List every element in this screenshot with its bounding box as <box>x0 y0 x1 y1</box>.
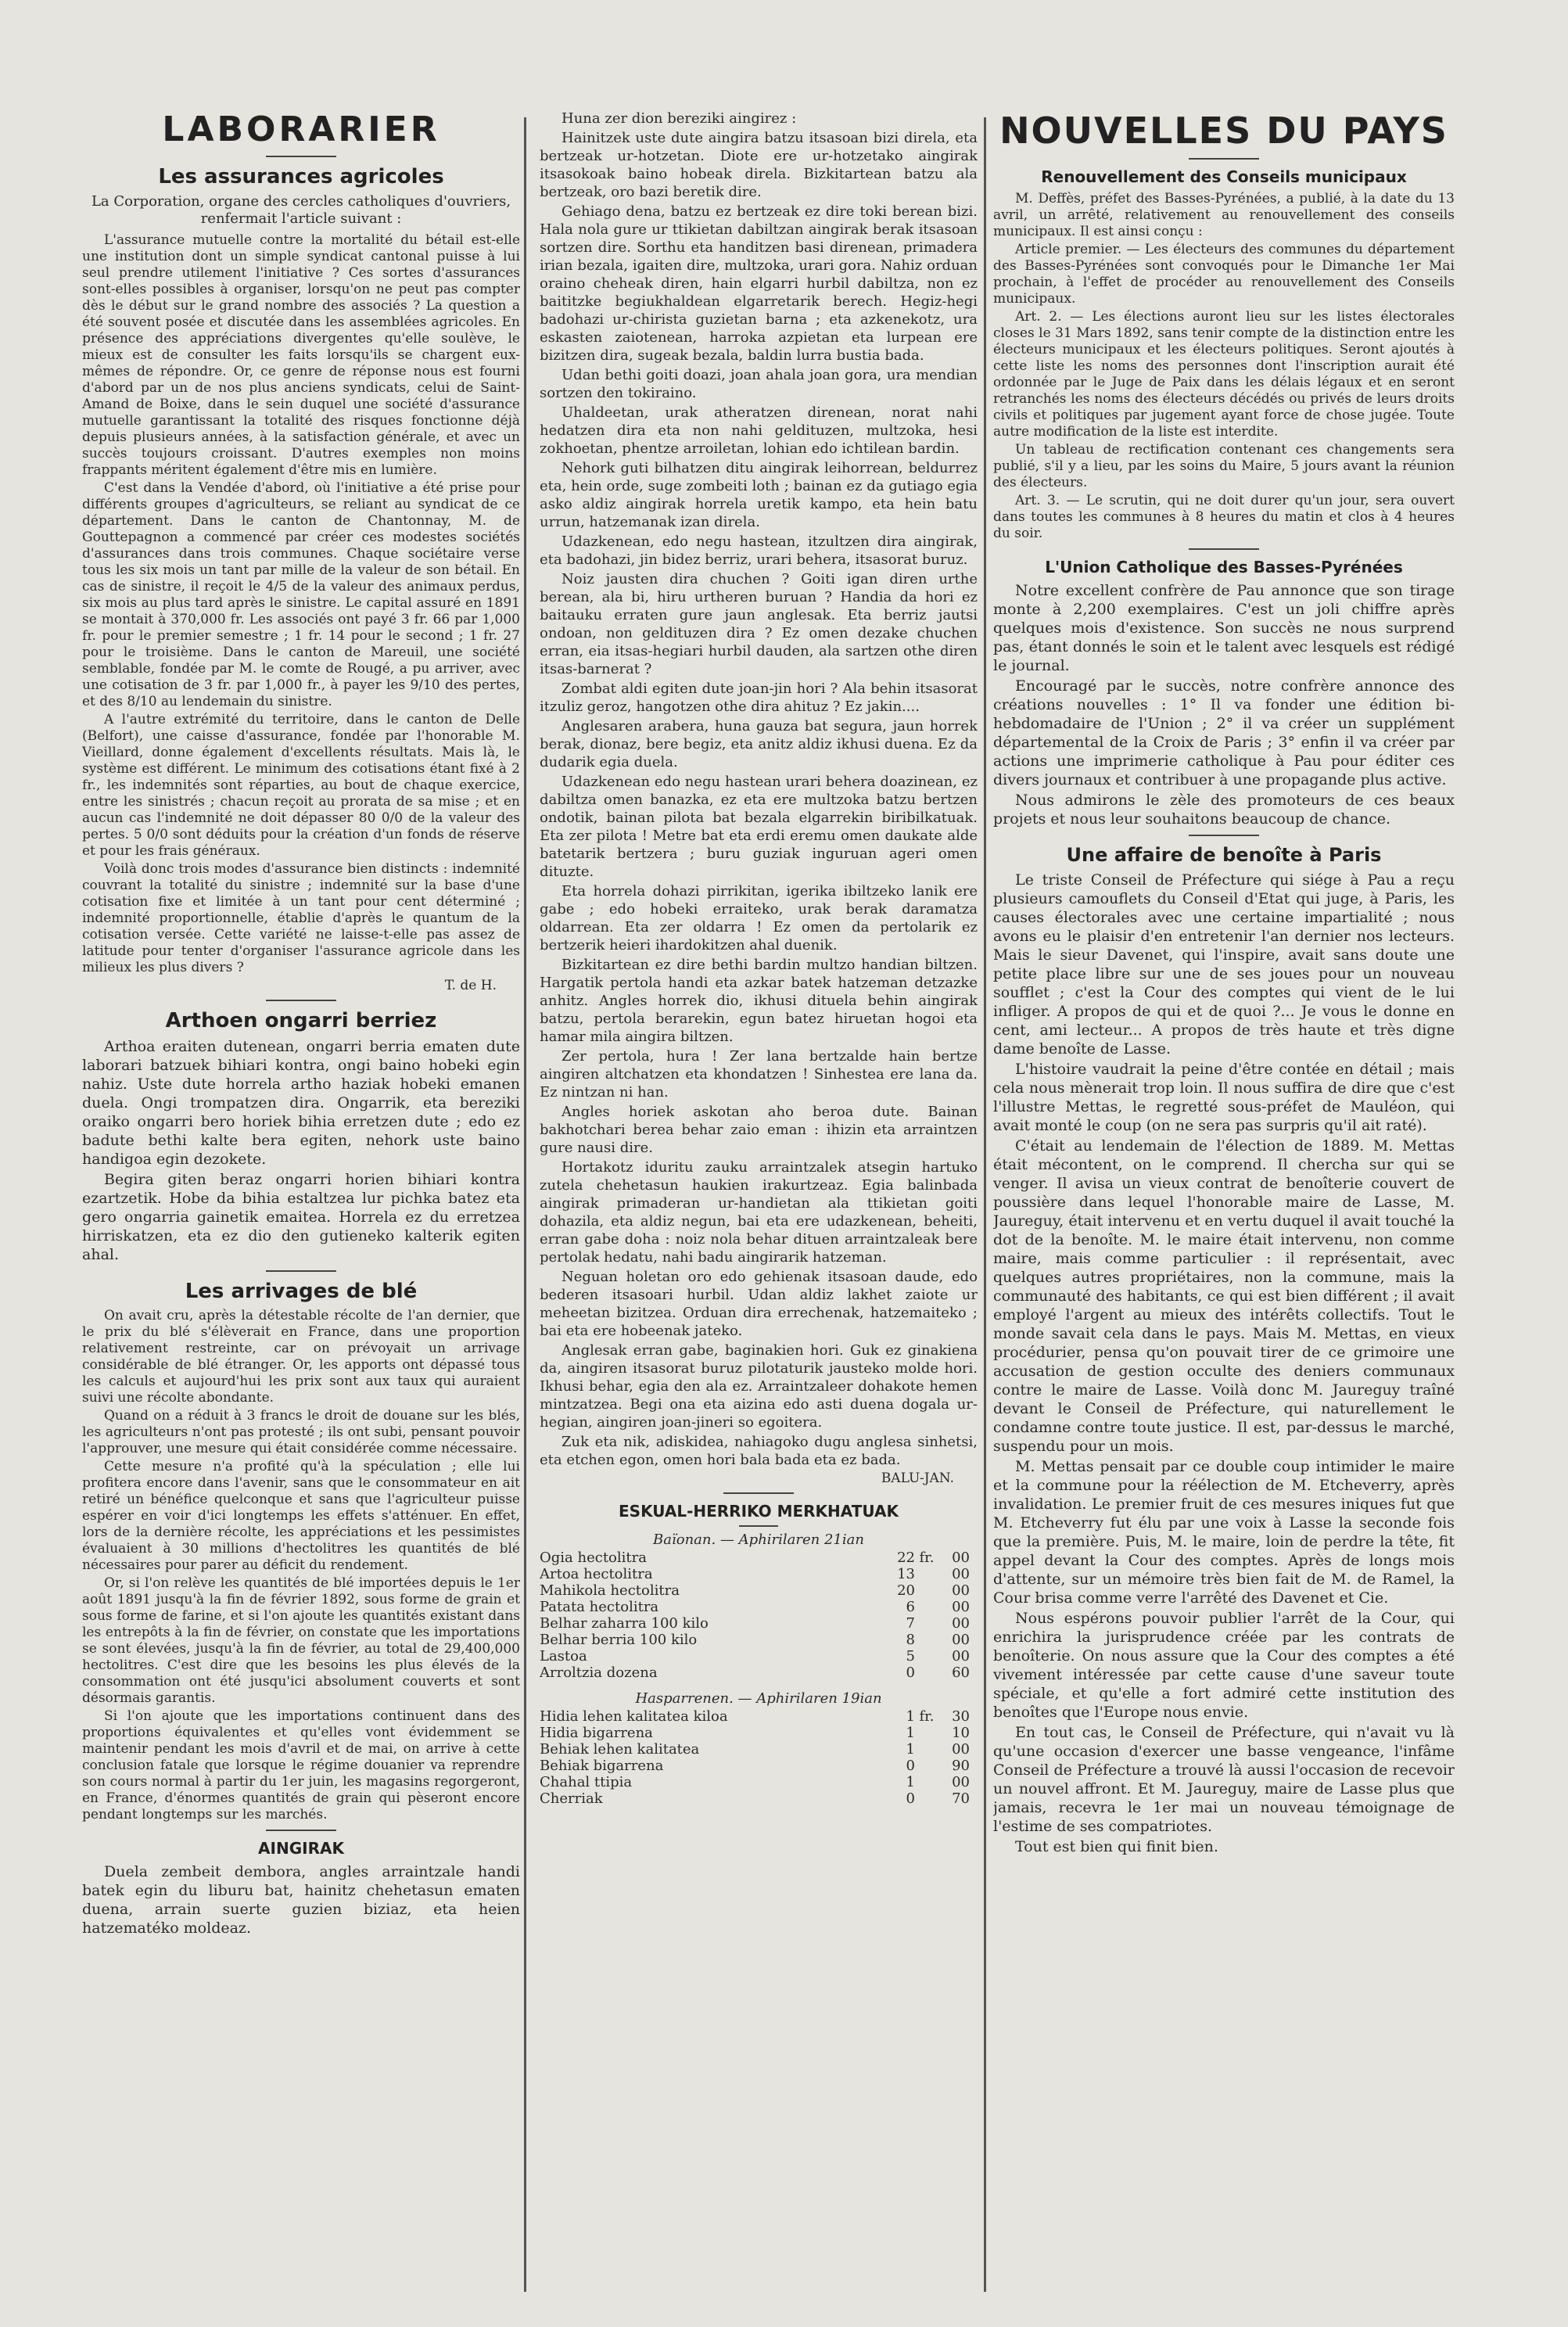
article-paragraph: Noiz jausten dira chuchen ? Goiti igan diren urthe berean, ala bi, hiru urtheren buruan ? Handia da hori ez baitauku erraten gure jaun anglesak. Eta berriz jautsi ondoan, non geldituzen dira ? Ez omen dezake chuchen erran, eia itsas-hegiari hurbil dauden, ala sartzen othe diren itsas-barnerat ? <box>540 571 978 677</box>
article-title: Les arrivages de blé <box>185 1280 418 1303</box>
article-paragraph: Udan bethi goiti doazi, joan ahala joan gora, ura mendian sortzen den tokiraino. <box>540 367 978 401</box>
market-row <box>540 1566 978 1582</box>
market-item: Lastoa <box>540 1648 587 1664</box>
market-cents: 00 <box>952 1648 970 1664</box>
market-unit <box>915 1599 938 1615</box>
section-title-laborarier: LABORARIER <box>162 110 440 149</box>
market-row <box>540 1758 978 1774</box>
column-3 <box>993 110 1455 1858</box>
article-paragraph: Nous admirons le zèle des promoteurs de ces beaux projets et nous leur souhaitons beaucoup de chance. <box>993 792 1455 828</box>
article-paragraph: A l'autre extrémité du territoire, dans le canton de Delle (Belfort), une caisse d'assurance, fondée par l'honorable M. Vieillard, donne également d'excellents résultats. Mais là, le système est différent. Le minimum des cotisations étant fixé à 2 fr., les indemnités sont réparties, au bout de chaque exercice, entre les sinistrés ; chacun reçoit au prorata de sa mise ; et en aucun cas l'indemnité ne doit dépasser 80 0/0 de la valeur des pertes. 5 0/0 sont déduits pour la création d'un fonds de réserve et pour les frais généraux. <box>82 712 520 859</box>
market-unit: fr. <box>919 1550 935 1566</box>
article-paragraph: Quand on a réduit à 3 francs le droit de douane sur les blés, les agriculteurs n'ont pas protesté ; ils ont subi, pensant pouvoir l'approuver, une mesure qui était considérée comme nécessaire. <box>82 1408 520 1456</box>
market-row <box>540 1725 978 1741</box>
market-item: Behiak bigarrena <box>540 1758 664 1774</box>
article-paragraph: Eta horrela dohazi pirrikitan, igerika ibiltzeko lanik ere gabe ; edo hobeki erraiteko, urak berak daramatza oldarrean. Eta zer oldarra ! Ez omen da pertolarik ez bertzerik heieri ihardokitzen ahal duenik. <box>540 883 978 953</box>
market-row <box>540 1582 978 1599</box>
market-item: Belhar berria 100 kilo <box>540 1632 698 1648</box>
article-paragraph: Cette mesure n'a profité qu'à la spéculation ; elle lui profitera encore dans l'avenir, sans que le consommateur en ait retiré un bénéfice quelconque et sans que l'agriculteur puisse espérer en voir d'ici longtemps les effets s'atténuer. En effet, lors de la dernière récolte, les appréciations et les pessimistes évaluaient à 30 millions d'hectolitres les quantités de blé nécessaires pour parer au déficit du rendement. <box>82 1459 520 1573</box>
market-town-header: Hasparrenen. — Aphirilaren 19ian <box>635 1690 882 1707</box>
market-price: 1 <box>906 1725 915 1741</box>
market-cents: 70 <box>952 1790 970 1807</box>
article-paragraph: Duela zembeit dembora, angles arraintzale handi batek egin du liburu bat, hainitz chehetasun ematen duena, arrain suerte guzien biziaz, eta heien hatzematéko moldeaz. <box>82 1863 520 1937</box>
market-cents: 00 <box>952 1582 970 1599</box>
market-row <box>540 1774 978 1790</box>
article-title: Une affaire de benoîte à Paris <box>1066 844 1382 866</box>
article-title: L'Union Catholique des Basses-Pyrénées <box>1045 558 1403 576</box>
article-paragraph: L'assurance mutuelle contre la mortalité du bétail est-elle une institution dont un simple syndicat cantonal puisse à lui seul prendre utilement l'initiative ? Ces sortes d'assurances sont-elles possibles à organiser, lorsqu'on ne peut pas compter dès le début sur le grand nombre des associés ? La question a été souvent posée et discutée dans les assemblées agricoles. En présence des appréciations divergentes qu'elle soulève, le mieux est de consulter les faits lorsqu'ils se chargent eux-mêmes de répondre. Or, ce genre de réponse nous est fourni d'abord par un de nos plus anciens syndicats, celui de Saint-Amand de Boixe, dans le sein duquel une société d'assurance mutuelle garantissant la totalité des risques fonctionne déjà depuis plusieurs années, à la satisfaction générale, et avec un succès toujours croissant. D'autres exemples non moins frappants méritent également d'être mis en lumière. <box>82 232 520 478</box>
article-divider <box>266 1000 336 1001</box>
title-divider <box>266 156 336 157</box>
article-signature: T. de H. <box>444 978 497 993</box>
market-cents: 30 <box>952 1708 970 1725</box>
article-paragraph: Hortakotz iduritu zauku arraintzalek atsegin hartuko zutela chehetasun haukien irakurtzeaz. Egia balinbada aingirak primaderan ur-handietan ala ttikietan goiti dohazila, eta aldiz negun, bai eta ere udazkenean, beheiti, erran gabe doha : noiz nola behar dituen arraintzaleak bere pertolak hedatu, nahi badu aingirarik hatzeman. <box>540 1159 978 1266</box>
article-paragraph: Art. 2. — Les élections auront lieu sur les listes électorales closes le 31 Mars 1892, sans tenir compte de la distinction entre les électeurs municipaux et les électeurs politiques. Seront ajoutés à cette liste les noms des personnes dont l'inscription aurait été ordonnée par le Juge de Paix dans les délais légaux et en seront retranchés les noms des électeurs décédés ou privés de leurs droits civils et politiques par jugement ayant force de chose jugée. Toute autre modification de la liste est interdite. <box>993 309 1455 440</box>
market-unit <box>915 1582 938 1599</box>
market-row <box>540 1599 978 1615</box>
market-price: 13 <box>897 1566 915 1582</box>
market-price: 20 <box>897 1582 915 1599</box>
market-item: Chahal ttipia <box>540 1774 633 1790</box>
article-paragraph: Un tableau de rectification contenant ces changements sera publié, s'il y a lieu, par les soins du Maire, 5 jours avant la réunion des électeurs. <box>993 442 1455 490</box>
market-row <box>540 1790 978 1807</box>
article-paragraph: En tout cas, le Conseil de Préfecture, qui n'avait vu là qu'une occasion d'exercer une basse vengeance, l'infâme Conseil de Préfecture a trouvé là aussi l'occasion de recevoir un nouvel affront. Et M. Jaureguy, maire de Lasse plus que jamais, recevra le 1er mai un nouveau témoignage de l'estime de ses compatriotes. <box>993 1724 1455 1835</box>
article-divider <box>1189 835 1259 836</box>
article-paragraph: Huna zer dion bereziki aingirez : <box>562 110 797 127</box>
market-price: 5 <box>906 1648 915 1664</box>
article-paragraph: Anglesaren arabera, huna gauza bat segura, jaun horrek berak, dionaz, bere begiz, eta anitz aldiz ikhusi duena. Ez da dudarik egia duela. <box>540 718 978 770</box>
article-paragraph: M. Deffès, préfet des Basses-Pyrénées, a publié, à la date du 13 avril, un arrêté, relativement au renouvellement des conseils municipaux. Il est ainsi conçu : <box>993 191 1455 239</box>
market-cents: 00 <box>952 1566 970 1582</box>
market-unit <box>915 1566 938 1582</box>
market-price: 1 <box>906 1708 915 1725</box>
market-item: Hidia bigarrena <box>540 1725 653 1741</box>
market-price: 0 <box>906 1790 915 1807</box>
article-paragraph: Udazkenean, edo negu hastean, itzultzen dira aingirak, eta badohazi, jin bidez berriz, urari behera, itsasorat buruz. <box>540 533 978 568</box>
market-price: 0 <box>906 1758 915 1774</box>
market-unit: fr. <box>919 1708 935 1725</box>
column-1 <box>82 110 520 1939</box>
market-item: Artoa hectolitra <box>540 1566 653 1582</box>
market-title: ESKUAL-HERRIKO MERKHATUAK <box>619 1502 899 1521</box>
article-paragraph: L'histoire vaudrait la peine d'être contée en détail ; mais cela nous mènerait trop loin. Il nous suffira de dire que c'est l'illustre Mettas, le regretté sous-préfet de Mauléon, qui avait monté le coup (on ne sera pas surpris qu'il ait raté). <box>993 1061 1455 1134</box>
article-paragraph: On avait cru, après la détestable récolte de l'an dernier, que le prix du blé s'élèverait en France, dans une proportion relativement restreinte, car on prévoyait un arrivage considérable de blé étranger. Or, les apports ont dépassé tous les calculs et aujourd'hui les prix sont aux taux qui auraient suivi une récolte abondante. <box>82 1308 520 1406</box>
market-price: 6 <box>906 1599 915 1615</box>
article-title: Renouvellement des Conseils municipaux <box>1041 167 1407 186</box>
market-divider <box>739 1525 778 1527</box>
article-paragraph: Notre excellent confrère de Pau annonce que son tirage monte à 2,200 exemplaires. C'est un joli chiffre après quelques mois d'existence. Son succès ne nous surprend pas, étant donnés le soin et le talent avec lesquels est rédigé le journal. <box>993 582 1455 674</box>
article-divider <box>266 1270 336 1272</box>
market-price: 1 <box>906 1774 915 1790</box>
market-row <box>540 1664 978 1681</box>
market-unit <box>915 1615 938 1632</box>
market-item: Hidia lehen kalitatea kiloa <box>540 1708 728 1725</box>
article-paragraph: C'est dans la Vendée d'abord, où l'initiative a été prise pour différents groupes d'agriculteurs, se reliant au syndicat de ce département. Dans le canton de Chantonnay, M. de Gouttepagnon a commencé par créer ces modestes sociétés d'assurances dans trois communes. Chaque sociétaire verse tous les six mois un tant par mille de la valeur de son bétail. En cas de sinistre, il reçoit le 4/5 de la valeur des animaux perdus, six mois au plus tard après le sinistre. Le capital assuré en 1891 se montait à 370,000 fr. Les associés ont payé 3 fr. 66 par 1,000 fr. pour le premier semestre ; 1 fr. 14 pour le second ; 1 fr. 27 pour le troisième. Dans le canton de Mareuil, une société semblable, fondée par M. le comte de Rougé, a pu arriver, avec une cotisation de 3 fr. par 1,000 fr., à payer les 9/10 des pertes, et des 8/10 au lendemain du sinistre. <box>82 480 520 709</box>
article-paragraph: C'était au lendemain de l'élection de 1889. M. Mettas était mécontent, on le comprend. Il chercha sur qui se venger. Il avisa un vieux contrat de benoîterie couvert de poussière dans lequel l'honorable maire de Lasse, M. Jaureguy, était intervenu et en vertu duquel il avait touché la dot de la benoîte. M. le maire était intervenu, non comme maire, mais comme particulier : il représentait, avec quelques autres propriétaires, non la commune, mais la communauté des habitants, ce qui est bien différent ; il avait employé l'argent au mieux des intérêts collectifs. Tout le monde savait cela dans le pays. Mais M. Mettas, en vieux procédurier, pensa qu'on pouvait tirer de ce grimoire une accusation de gestion occulte des deniers communaux contre le maire de Lasse. Voilà donc M. Jaureguy traîné devant le Conseil de Préfecture, qui naturellement le condamne contre toute justice. Il est, par-dessus le marché, suspendu pour un mois. <box>993 1137 1455 1455</box>
market-table-hasparren <box>540 1708 978 1807</box>
market-cents: 00 <box>952 1774 970 1790</box>
market-cents: 00 <box>952 1741 970 1758</box>
article-divider <box>266 1830 336 1831</box>
market-item: Arroltzia dozena <box>540 1664 658 1681</box>
article-intro: La Corporation, organe des cercles catholiques d'ouvriers, renfermait l'article suivant : <box>91 193 511 227</box>
market-cents: 00 <box>952 1599 970 1615</box>
article-paragraph: Nous espérons pouvoir publier l'arrêt de la Cour, qui enrichira la jurisprudence créée par les contrats de benoîterie. On nous assure que la Cour des comptes a été vivement intéressée par cette cause d'une saveur toute spéciale, et qu'elle a fort admiré cette institution des benoîtes que l'Europe nous envie. <box>993 1610 1455 1721</box>
market-price: 0 <box>906 1664 915 1681</box>
article-paragraph: Hainitzek uste dute aingira batzu itsasoan bizi direla, eta bertzeak ur-hotzetan. Diote ere ur-hotzetako aingirak itsasokoak baino hobeak direla. Bizkitartean batzu ala bertzeak, oro bazi beretik dire. <box>540 130 978 200</box>
market-item: Cherriak <box>540 1790 603 1807</box>
article-paragraph: Or, si l'on relève les quantités de blé importées depuis le 1er août 1891 jusqu'à la fin de février 1892, sous forme de grain et sous forme de farine, et si l'on ajoute les quantités existant dans les entrepôts à la fin de février, on constate que les importations se sont élevées, jusqu'à la fin de février, au total de 29,400,000 hectolitres. C'est dire que les besoins les plus élevés de la consommation ont été jusqu'ici absolument couverts et sont désormais garantis. <box>82 1575 520 1706</box>
market-cents: 10 <box>952 1725 970 1741</box>
article-paragraph: Nehork guti bilhatzen ditu aingirak leihorrean, beldurrez eta, hein orde, suge zombeiti loth ; bainan ez da gutiago egia asko aldiz aingirak horrela uretik kampo, eta hein batu urrun, hatzemanak izan direla. <box>540 460 978 530</box>
article-paragraph: Neguan holetan oro edo gehienak itsasoan daude, edo bederen itsasoari hurbil. Udan aldiz lakhet zaiote ur meheetan bizitzea. Orduan dira errechenak, hatzemaiteko ; bai eta ere hobeenak jateko. <box>540 1269 978 1339</box>
article-paragraph: Zuk eta nik, adiskidea, nahiagoko dugu anglesa sinhetsi, eta etchen egon, omen hori bala bada eta ez bada. <box>540 1434 978 1468</box>
article-paragraph: Le triste Conseil de Préfecture qui siége à Pau a reçu plusieurs camouflets du Conseil d'Etat qui juge, à Paris, les causes électorales avec une certaine impartialité ; nous avons eu le plaisir d'en entretenir l'an dernier nos lecteurs. Mais le sieur Davenet, qui l'inspire, avait sans doute une petite place libre sur une de ses joues pour un nouveau soufflet ; c'est la Cour des comptes qui vient de le lui infliger. A propos de qui et de quoi ?... Je vous le donne en cent, ami lecteur... A propos de très haute et très digne dame benoîte de Lasse. <box>993 871 1455 1058</box>
article-paragraph: Si l'on ajoute que les importations continuent dans des proportions équivalentes et qu'elles vont évidemment se maintenir pendant les mois d'avril et de mai, on arrive à cette conclusion fatale que lorsque le régime douanier va reprendre son cours normal à partir du 1er juin, les magasins regorgeront, en France, d'énormes quantités de grain qui pèseront encore pendant longtemps sur les marchés. <box>82 1708 520 1822</box>
market-item: Belhar zaharra 100 kilo <box>540 1615 709 1632</box>
market-item: Behiak lehen kalitatea <box>540 1741 700 1758</box>
market-unit <box>915 1741 938 1758</box>
market-price: 22 <box>897 1550 915 1566</box>
market-cents: 00 <box>952 1615 970 1632</box>
article-paragraph: Voilà donc trois modes d'assurance bien distincts : indemnité couvrant la totalité du sinistre ; indemnité sur la base d'une cotisation fixe et limitée à un tant pour cent déterminé ; indemnité proportionnelle, établie d'après le quantum de la cotisation versée. Cette variété ne laisse-t-elle pas assez de latitude pour tenter d'organiser l'assurance agricole dans les milieux les plus divers ? <box>82 861 520 975</box>
article-paragraph: Gehiago dena, batzu ez bertzeak ez dire toki berean bizi. Hala nola gure ur ttikietan dabiltzan aingirak berak itsasoan sortzen dire. Sorthu eta handitzen basi direnean, primadera irian bezala, igaiten dire, multzoka, urari gora. Nahiz orduan oraino cheheak diren, hain elgarri hurbil dabiltza, non ez baititzke begiukhaldean elgarretarik berech. Hegiz-hegi badohazi ur-chirista guzietan barna ; eta azkenekotz, ura eskasten zaiotenean, harroka azpietan eta lurpean ere bizitzen dira, sugeak bezala, baldin lurra bustia bada. <box>540 203 978 364</box>
market-price: 8 <box>906 1632 915 1648</box>
article-paragraph: M. Mettas pensait par ce double coup intimider le maire et la commune pour la réélection de M. Etcheverry, après invalidation. Le premier fruit de ces mesures iniques fut que M. Etcheverry fut élu par une voix à Lasse la seconde fois que la première. Puis, M. le maire, loin de perdre la tête, fit appel devant la Cour des comptes. Après de longs mois d'attente, sur un mémoire très bien fait de M. de Ramel, la Cour brisa comme verre l'arrêté des Davenet et Cie. <box>993 1458 1455 1607</box>
article-paragraph: Bizkitartean ez dire bethi bardin multzo handian biltzen. Hargatik pertola handi eta azkar batek hatzeman detzazke anhitz. Angles horrek dio, ikhusi dituela behin aingirak batzu, pertola berarekin, egun batez hiruetan hogoi eta hamar mila aingira biltzen. <box>540 957 978 1045</box>
article-paragraph: Zer pertola, hura ! Zer lana bertzalde hain bertze aingiren altchatzen eta khondatzen ! Sinhestea ere lana da. Ez nintzan ni han. <box>540 1048 978 1101</box>
market-unit <box>915 1648 938 1664</box>
article-paragraph: Art. 3. — Le scrutin, qui ne doit durer qu'un jour, sera ouvert dans toutes les communes à 8 heures du matin et clos à 4 heures du soir. <box>993 493 1455 541</box>
article-paragraph: Zombat aldi egiten dute joan-jin hori ? Ala behin itsasorat itzuliz geroz, hangotzen othe dira ahituz ? Ez jakin.... <box>540 681 978 715</box>
market-item: Ogia hectolitra <box>540 1550 647 1566</box>
article-paragraph: Article premier. — Les électeurs des communes du département des Basses-Pyrénées sont convoqués pour le Dimanche 1er Mai prochain, à l'effet de procéder au renouvellement des Conseils municipaux. <box>993 242 1455 307</box>
market-cents: 60 <box>952 1664 970 1681</box>
title-divider <box>1189 158 1259 160</box>
article-divider <box>1189 548 1259 550</box>
article-title: Arthoen ongarri berriez <box>165 1009 437 1032</box>
market-row <box>540 1741 978 1758</box>
article-paragraph: Begira giten beraz ongarri horien bihiari kontra ezartzetik. Hobe da bihia estaltzea lur pichka batez eta gero ongarria gainetik emaitea. Horrela ez du erretzea hirriskatzen, eta ez dio den gutieneko kalterik egiten ahal. <box>82 1171 520 1263</box>
article-paragraph: Udazkenean edo negu hastean urari behera doazinean, ez dabiltza omen banazka, ez eta ere multzoka batzu bertzen ondotik, bainan pilota bat bezala elgarrekin biribilkatuak. Eta zer pilota ! Metre bat eta erdi eremu omen daukate alde batetarik bertzera ; buru guziak inguruan ageri omen dituzte. <box>540 774 978 880</box>
column-rule <box>984 117 986 2292</box>
market-price: 7 <box>906 1615 915 1632</box>
market-item: Patata hectolitra <box>540 1599 659 1615</box>
article-signature: BALU-JAN. <box>881 1471 954 1486</box>
market-row <box>540 1615 978 1632</box>
article-paragraph: Uhaldeetan, urak atheratzen direnean, norat nahi hedatzen dira eta non nahi geldituzen, multzoka, hesi zokhoetan, phentze arroiletan, lohian edo ichtilean bardin. <box>540 404 978 457</box>
column-rule <box>524 117 526 2292</box>
market-item: Mahikola hectolitra <box>540 1582 680 1599</box>
article-title: AINGIRAK <box>258 1839 344 1858</box>
market-unit <box>915 1758 938 1774</box>
article-title: Les assurances agricoles <box>158 165 444 189</box>
market-unit <box>915 1774 938 1790</box>
market-cents: 90 <box>952 1758 970 1774</box>
article-paragraph: Anglesak erran gabe, baginakien hori. Guk ez ginakiena da, aingiren itsasorat buruz pilotaturik jausteko molde hori. Ikhusi behar, egia den ala ez. Arraintzaleer dohakote hemen mintzatzea. Begi ona eta aizina edo asti duena dogala ur-hegian, aingiren joan-jineri so egoitera. <box>540 1342 978 1431</box>
market-cents: 00 <box>952 1550 970 1566</box>
market-unit <box>915 1664 938 1681</box>
market-unit <box>915 1632 938 1648</box>
article-divider <box>723 1492 794 1494</box>
market-table-baiona <box>540 1550 978 1681</box>
market-row <box>540 1632 978 1648</box>
article-paragraph: Encouragé par le succès, notre confrère annonce des créations nouvelles : 1° Il va fonder une édition bi-hebdomadaire de l'Union ; 2° il va créer un supplément départemental de la Croix de Paris ; 3° enfin il va créer par actions une imprimerie catholique à Pau pour éditer ces divers journaux et contribuer à une propagande plus active. <box>993 677 1455 788</box>
market-row <box>540 1550 978 1566</box>
market-row <box>540 1648 978 1664</box>
article-paragraph: Arthoa eraiten dutenean, ongarri berria ematen dute laborari batzuek bihiari kontra, ongi baino hobeki egin nahiz. Uste dute horrela artho haziak hobeki emanen duela. Ongi trompatzen dira. Ongarrik, eta bereziki oraiko ongarri bero horiek bihia erretzen dute ; edo ez badute bethi kalte bera egiten, nehork uste baino handigoa egin dezokete. <box>82 1038 520 1168</box>
market-row <box>540 1708 978 1725</box>
article-paragraph: Tout est bien qui finit bien. <box>1015 1838 1218 1855</box>
market-unit <box>915 1725 938 1741</box>
market-unit <box>915 1790 938 1807</box>
market-price: 1 <box>906 1741 915 1758</box>
column-2 <box>540 110 978 1807</box>
section-title-nouvelles: NOUVELLES DU PAYS <box>999 110 1448 152</box>
market-cents: 00 <box>952 1632 970 1648</box>
market-town-header: Baïonan. — Aphirilaren 21ian <box>653 1532 864 1548</box>
article-paragraph: Angles horiek askotan aho beroa dute. Bainan bakhotchari berea behar zaio eman : ihizin eta arraintzen gure nausi dire. <box>540 1104 978 1156</box>
